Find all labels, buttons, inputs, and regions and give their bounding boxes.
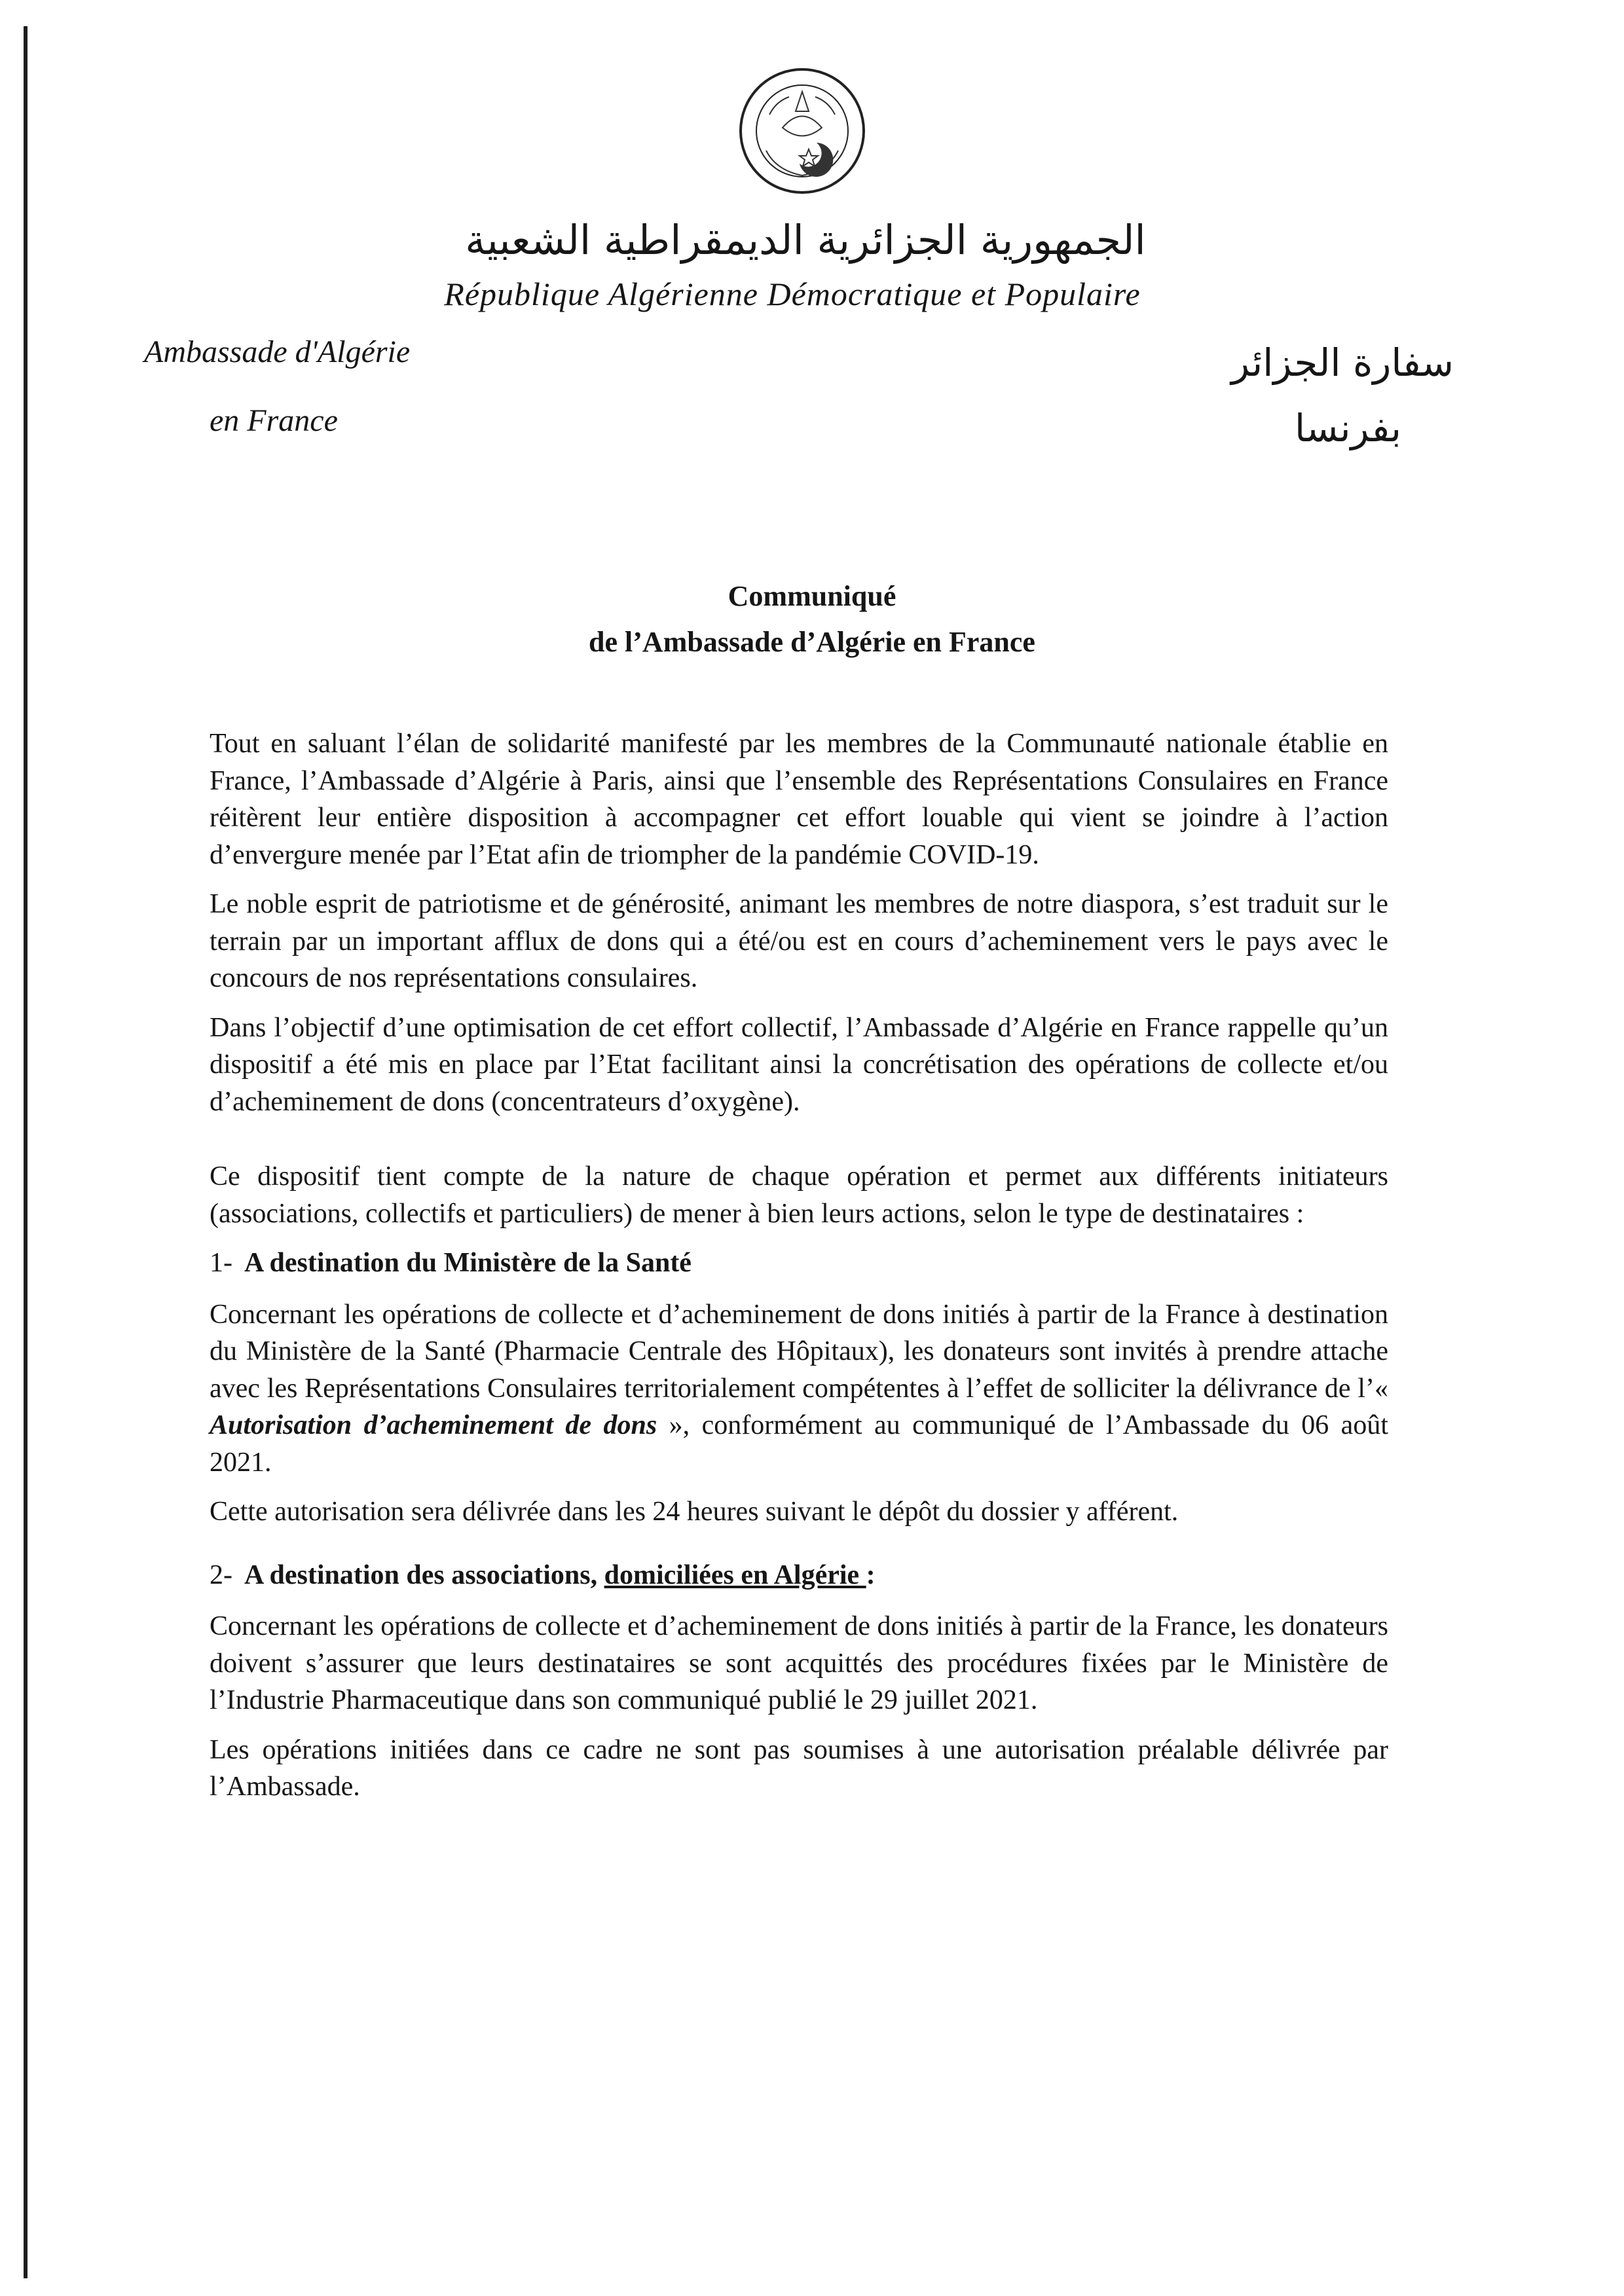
- section-1-paragraph-2: Cette autorisation sera délivrée dans les 24 heures suivant le dépôt du dossier y afférent.: [210, 1497, 1179, 1527]
- section-2-paragraph-1: Concernant les opérations de collecte et d’acheminement de dons initiés à partir de la France, les donateurs doivent s’assurer que leurs destinataires se sont acquittés des procédures fixées par le Ministère de l’Industrie Pharmaceutique dans son communiqué publié le 29 juillet 2021.: [210, 1611, 1388, 1715]
- paragraph-destinataires: Ce dispositif tient compte de la nature de chaque opération et permet aux différents initiateurs (associations, collectifs et particuliers) de mener à bien leurs actions, selon le type de destinataires :: [210, 1161, 1388, 1229]
- section-2-heading: [210, 1557, 1388, 1594]
- section-1-number: 1-: [210, 1248, 232, 1278]
- national-emblem-seal: [737, 65, 868, 196]
- scan-edge-line: [24, 26, 28, 2278]
- embassy-location-french: en France: [210, 403, 338, 438]
- section-1-text-end: », conformément au communiqué de l’Ambassade du 06 août 2021.: [210, 1410, 1388, 1478]
- embassy-location-arabic: بفرنسا: [1294, 406, 1401, 450]
- section-2-title-end: :: [866, 1559, 876, 1590]
- authorization-name: Autorisation d’acheminement de dons: [210, 1410, 657, 1440]
- document-body: [210, 725, 1388, 1818]
- section-2-paragraph-2: Les opérations initiées dans ce cadre ne sont pas soumises à une autorisation préalable délivrée par l’Ambassade.: [210, 1734, 1388, 1802]
- section-2-title-underlined: domiciliées en Algérie: [604, 1559, 866, 1590]
- embassy-name-arabic: سفارة الجزائر: [1231, 340, 1454, 385]
- section-1-text-start: Concernant les opérations de collecte et d’acheminement de dons initiés à partir de la France à destination du Ministère de la Santé (Pharmacie Centrale des Hôpitaux), les donateurs sont invités à prendre attache avec les Représentations Consulaires territorialement compétentes à l’effet de solliciter la délivrance de l’«: [210, 1299, 1388, 1404]
- paragraph-diaspora: Le noble esprit de patriotisme et de générosité, animant les membres de notre diaspora, s’est traduit sur le terrain par un important afflux de dons qui a été/ou est en cours d’acheminement vers le pays avec le concours de nos représentations consulaires.: [210, 889, 1388, 993]
- section-1-heading: [210, 1245, 1388, 1282]
- section-2-title: A destination des associations,: [244, 1559, 604, 1590]
- paragraph-intro: Tout en saluant l’élan de solidarité manifesté par les membres de la Communauté nationale établie en France, l’Ambassade d’Algérie à Paris, ainsi que l’ensemble des Représentations Consulaires en France réitèrent leur entière disposition à accompagner cet effort louable qui vient se joindre à l’action d’envergure menée par l’Etat afin de triompher de la pandémie COVID-19.: [210, 729, 1388, 870]
- paragraph-dispositif: Dans l’objectif d’une optimisation de cet effort collectif, l’Ambassade d’Algérie en France rappelle qu’un dispositif a été mis en place par l’Etat facilitant ainsi la concrétisation des opérations de collecte et/ou d’acheminement de dons (concentrateurs d’oxygène).: [210, 1012, 1388, 1117]
- document-title: Communiqué: [728, 580, 896, 612]
- section-1-paragraph-1: [210, 1296, 1388, 1482]
- document-subtitle: de l’Ambassade d’Algérie en France: [589, 626, 1035, 658]
- letterhead-arabic: الجمهورية الجزائرية الديمقراطية الشعبية: [465, 216, 1146, 264]
- section-2-number: 2-: [210, 1559, 232, 1590]
- embassy-name-french: Ambassade d'Algérie: [144, 335, 411, 369]
- letterhead-french: République Algérienne Démocratique et Populaire: [444, 276, 1141, 312]
- section-1-title: A destination du Ministère de la Santé: [244, 1248, 692, 1278]
